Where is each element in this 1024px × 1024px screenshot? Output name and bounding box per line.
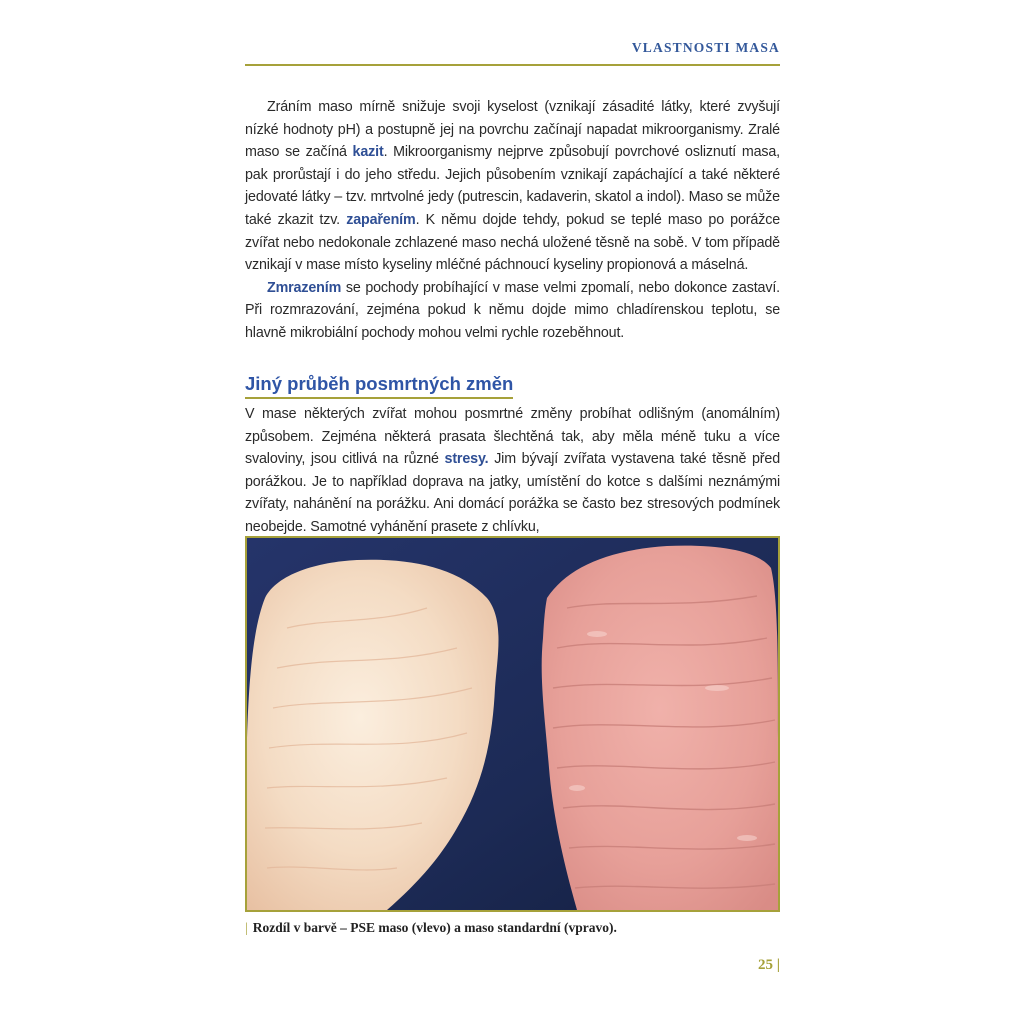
keyword-zapareni: zapařením — [346, 211, 416, 228]
meat-photo — [245, 536, 780, 912]
running-head: VLASTNOSTI MASA — [631, 40, 780, 55]
figure-caption — [245, 920, 617, 936]
caption-bar: | — [245, 920, 248, 935]
paragraph-ripening — [245, 96, 780, 277]
meat-photo-illustration — [247, 538, 778, 910]
caption-text: Rozdíl v barvě – PSE maso (vlevo) a maso standardní (vpravo). — [252, 920, 617, 935]
section-heading: Jiný průběh posmrtných změn — [245, 372, 513, 399]
keyword-zmrazeni: Zmrazením — [267, 279, 342, 296]
text-span: V mase některých zvířat mohou posmrtné změny probíhat odlišným (anomálním) způsobem. Zejména některá prasata šlechtěná tak, aby měla méně tuku a více svaloviny, jsou citlivá na různé — [245, 406, 780, 468]
text-block-top — [245, 96, 780, 345]
text-span: Jim bývají zvířata vystavena také těsně před porážkou. Je to například doprava na jatky, umístění do kotce s dalšími neznámými zvířaty, nahánění na porážku. Ani domácí porážka se často bez stresových podmínek neobejde. Samotné vyhánění prasete z chlívku, — [245, 451, 780, 535]
header-rule — [245, 64, 780, 66]
paragraph-anomalous — [245, 403, 780, 539]
text-span: . K němu dojde tehdy, pokud se teplé maso po porážce zvířat nebo nedokonale zchlazené maso nechá uložené těsně na sobě. V tom případě vznikají v mase místo kyseliny mléčné páchnoucí kyseliny propionová a máselná. — [245, 211, 781, 274]
page-number: 25 | — [757, 957, 780, 973]
keyword-kazit: kazit — [352, 144, 384, 161]
text-span: se pochody probíhající v mase velmi zpomalí, nebo dokonce zastaví. Při rozmrazování, zejména pokud k němu dojde mimo chladírenskou teplotu, se hlavně mikrobiální pochody mohou velmi rychle rozeběhnout. — [245, 279, 780, 341]
text-block-bottom — [245, 403, 780, 539]
keyword-stresy: stresy. — [444, 451, 489, 468]
text-span: . Mikroorganismy nejprve způsobují povrchové osliznutí masa, pak prorůstají i do jeho středu. Jejich působením vznikají zapáchající a také některé jedovaté látky – tzv. mrtvolné jedy (putrescin, kadaverin, skatol a indol). Maso se může také zkazit tzv. — [245, 144, 780, 228]
text-span: Zráním maso mírně snižuje svoji kyselost (vznikají zásadité látky, které zvyšují nízké hodnoty pH) a postupně jej na povrchu začínají napadat mikroorganismy. Zralé maso se začíná — [245, 99, 780, 161]
standard-meat-slice — [542, 546, 778, 910]
paragraph-freezing — [245, 277, 780, 345]
